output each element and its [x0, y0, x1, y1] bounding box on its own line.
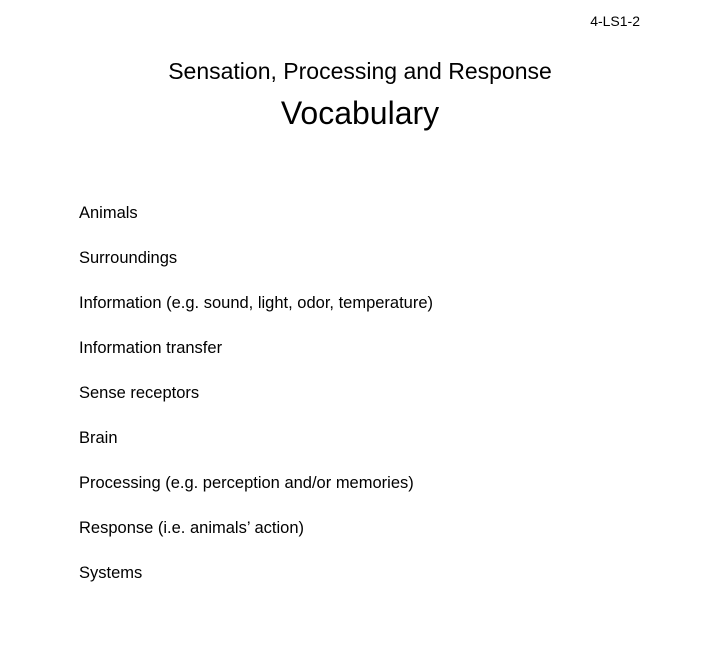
standard-code: 4-LS1-2 [590, 13, 640, 29]
document-subtitle: Sensation, Processing and Response [168, 58, 552, 84]
vocabulary-term-systems: Systems [79, 564, 143, 582]
vocabulary-term-information-transfer: Information transfer [79, 339, 223, 357]
document-title: Vocabulary [280, 95, 440, 131]
vocabulary-term-animals: Animals [79, 204, 138, 222]
vocabulary-term-brain: Brain [79, 429, 118, 447]
vocabulary-term-response: Response (i.e. animals’ action) [79, 519, 304, 537]
vocabulary-term-information: Information (e.g. sound, light, odor, temperature) [79, 294, 434, 312]
vocabulary-list [79, 203, 433, 608]
vocabulary-term-processing: Processing (e.g. perception and/or memories) [79, 474, 414, 492]
vocabulary-term-sense-receptors: Sense receptors [79, 384, 200, 402]
vocabulary-term-surroundings: Surroundings [79, 249, 178, 267]
